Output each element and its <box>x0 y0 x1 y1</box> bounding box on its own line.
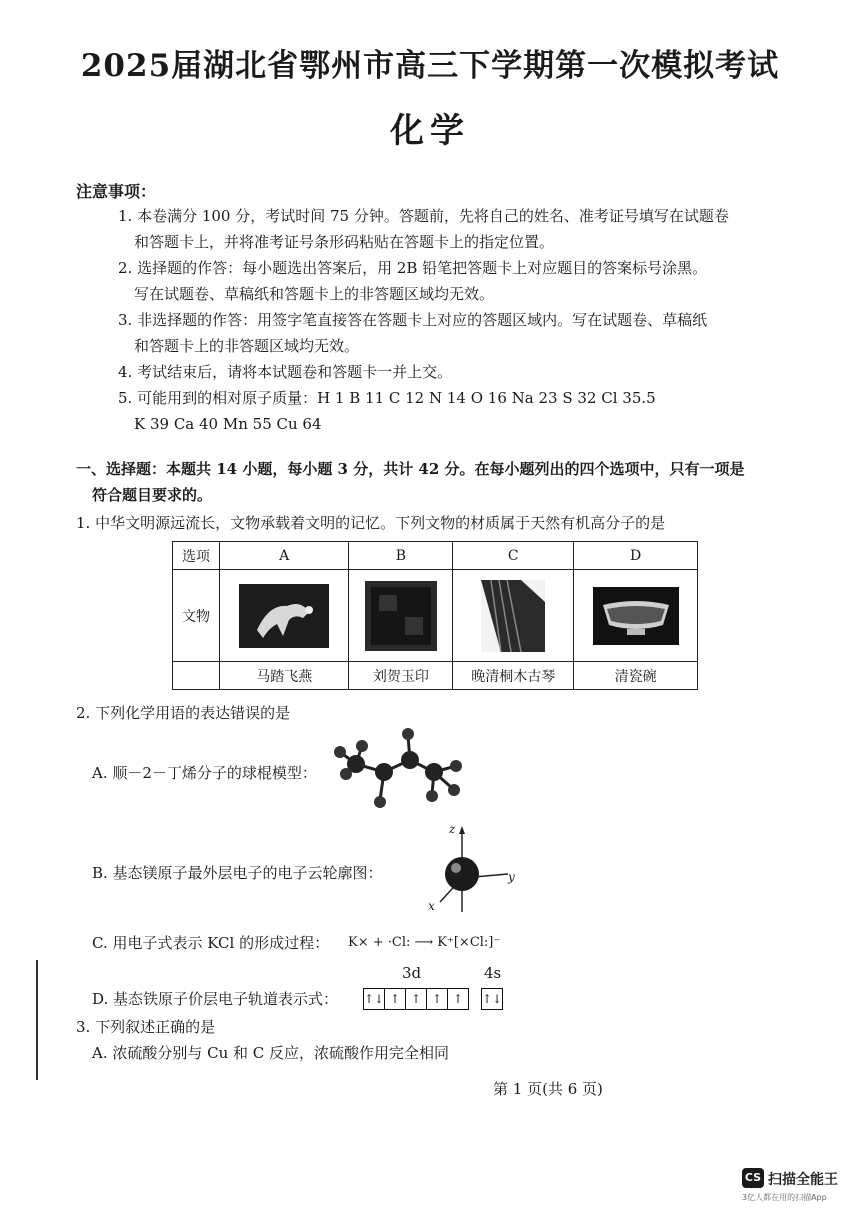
scan-edge-rule <box>36 960 38 1080</box>
notice-line-5: 3. 非选择题的作答：用签字笔直接答在答题卡上对应的答题区域内。写在试题卷、草稿纸 <box>118 311 708 329</box>
notice-line-3: 2. 选择题的作答：每小题选出答案后，用 2B 铅笔把答题卡上对应题目的答案标号涂黑。 <box>118 259 708 277</box>
relic-image-a <box>220 570 349 662</box>
relic-image-b <box>349 570 453 662</box>
axis-x-label: x <box>428 899 435 913</box>
table-option-c: C <box>453 542 574 570</box>
relics-table <box>172 541 698 690</box>
axis-y-label: y <box>508 870 515 884</box>
relic-name-a: 马踏飞燕 <box>220 662 349 690</box>
exam-title: 2025届湖北省鄂州市高三下学期第一次模拟考试 <box>80 48 780 84</box>
orbital-box: ↑ <box>384 988 406 1010</box>
notice-line-9: K 39 Ca 40 Mn 55 Cu 64 <box>134 415 322 433</box>
axis-z-label: z <box>449 822 456 836</box>
notice-line-2: 和答题卡上，并将准考证号条形码粘贴在答题卡上的指定位置。 <box>134 233 555 251</box>
orbital-3d-boxes <box>364 988 469 1010</box>
relic-image-c <box>453 570 574 662</box>
table-row-label: 文物 <box>173 570 220 662</box>
table-blank-cell <box>173 662 220 690</box>
q3-stem: 3. 下列叙述正确的是 <box>76 1018 216 1036</box>
orbital-box: ↑↓ <box>363 988 385 1010</box>
notice-heading: 注意事项： <box>76 182 157 201</box>
orbital-box: ↑ <box>405 988 427 1010</box>
notice-line-8: 5. 可能用到的相对原子质量：H 1 B 11 C 12 N 14 O 16 Na 23 S 32 Cl 35.5 <box>118 389 656 407</box>
q3-option-a: A. 浓硫酸分别与 Cu 和 C 反应，浓硫酸作用完全相同 <box>92 1044 450 1062</box>
q1-stem: 1. 中华文明源远流长，文物承载着文明的记忆。下列文物的材质属于天然有机高分子的是 <box>76 514 666 532</box>
table-header-label: 选项 <box>173 542 220 570</box>
orbital-label-4s: 4s <box>484 964 502 982</box>
relic-name-b: 刘贺玉印 <box>349 662 453 690</box>
watermark-subtitle: 3亿人都在用的扫描App <box>742 1193 827 1202</box>
subject-title: 化学 <box>390 111 470 151</box>
orbital-4s-boxes <box>482 988 503 1010</box>
orbital-box: ↑ <box>426 988 448 1010</box>
q2-option-a: A. 顺－2－丁烯分子的球棍模型： <box>92 764 317 782</box>
watermark-brand: 扫描全能王 <box>768 1172 838 1188</box>
orbital-box: ↑↓ <box>481 988 503 1010</box>
section-heading-line-2: 符合题目要求的。 <box>92 486 213 504</box>
q2-stem: 2. 下列化学用语的表达错误的是 <box>76 704 291 722</box>
notice-line-6: 和答题卡上的非答题区域均无效。 <box>134 337 360 355</box>
section-heading-line-1: 一、选择题：本题共 14 小题，每小题 3 分，共计 42 分。在每小题列出的四个选项中，只有一项是 <box>76 460 745 478</box>
ball-stick-model-icon <box>326 722 476 822</box>
notice-line-7: 4. 考试结束后，请将本试题卷和答题卡一并上交。 <box>118 363 453 381</box>
table-option-a: A <box>220 542 349 570</box>
relic-name-d: 清瓷碗 <box>574 662 698 690</box>
relic-name-c: 晚清桐木古琴 <box>453 662 574 690</box>
notice-line-4: 写在试题卷、草稿纸和答题卡上的非答题区域均无效。 <box>134 285 495 303</box>
scanner-logo-icon: CS <box>742 1168 764 1188</box>
notice-line-1: 1. 本卷满分 100 分，考试时间 75 分钟。答题前，先将自己的姓名、准考证号填写在试题卷 <box>118 207 729 225</box>
page-number: 第 1 页(共 6 页) <box>493 1080 603 1098</box>
orbital-label-3d: 3d <box>402 964 422 982</box>
q2-option-c: C. 用电子式表示 KCl 的形成过程： <box>92 934 330 952</box>
orbital-box: ↑ <box>447 988 469 1010</box>
relic-image-d <box>574 570 698 662</box>
q2-option-b: B. 基态镁原子最外层电子的电子云轮廓图： <box>92 864 383 882</box>
kcl-formation-formula: K× + ·Cl: ⟶ K⁺[×Cl:]⁻ <box>348 935 501 950</box>
table-option-d: D <box>574 542 698 570</box>
q2-option-d: D. 基态铁原子价层电子轨道表示式： <box>92 990 339 1008</box>
table-option-b: B <box>349 542 453 570</box>
